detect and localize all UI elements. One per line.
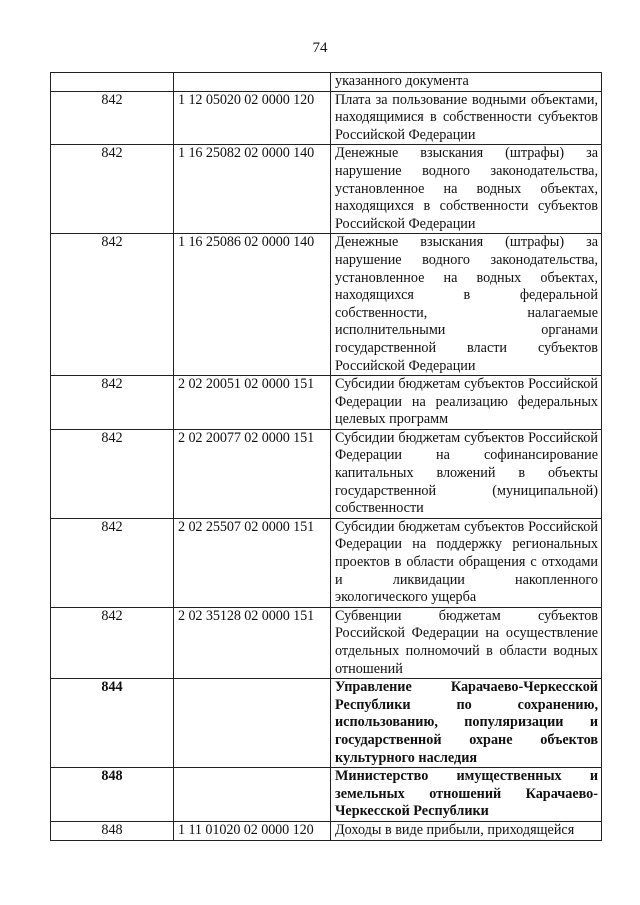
budget-code-cell [174,679,331,768]
table-row-section-header [51,679,602,768]
description-cell: Доходы в виде прибыли, приходящейся [331,821,602,840]
revenue-code-table [50,72,602,841]
admin-code-cell: 848 [51,821,174,840]
budget-code-cell: 2 02 20077 02 0000 151 [174,429,331,518]
budget-code-cell: 2 02 25507 02 0000 151 [174,518,331,607]
table-row [51,145,602,234]
budget-code-cell: 1 12 05020 02 0000 120 [174,91,331,145]
table-row [51,429,602,518]
admin-code-cell [51,73,174,92]
description-cell: Управление Карачаево-Черкесской Республики по сохранению, использованию, популяризации и государственной охране объектов культурного наследия [331,679,602,768]
budget-code-cell: 1 16 25086 02 0000 140 [174,234,331,376]
admin-code-cell: 848 [51,768,174,822]
description-cell: Субсидии бюджетам субъектов Российской Федерации на реализацию федеральных целевых программ [331,376,602,430]
description-cell: Субсидии бюджетам субъектов Российской Федерации на поддержку региональных проектов в области обращения с отходами и ликвидации накопленного экологического ущерба [331,518,602,607]
admin-code-cell: 842 [51,376,174,430]
admin-code-cell: 842 [51,145,174,234]
budget-code-cell [174,768,331,822]
admin-code-cell: 842 [51,91,174,145]
table-body [51,73,602,841]
table-row [51,607,602,678]
budget-code-cell: 2 02 20051 02 0000 151 [174,376,331,430]
table-row [51,91,602,145]
description-cell: указанного документа [331,73,602,92]
table-row [51,821,602,840]
table-row [51,234,602,376]
budget-code-cell: 2 02 35128 02 0000 151 [174,607,331,678]
description-cell: Плата за пользование водными объектами, находящимися в собственности субъектов Российской Федерации [331,91,602,145]
table-row-section-header [51,768,602,822]
page-number: 74 [312,40,328,56]
description-cell: Министерство имущественных и земельных отношений Карачаево-Черкесской Республики [331,768,602,822]
admin-code-cell: 842 [51,429,174,518]
budget-code-cell: 1 11 01020 02 0000 120 [174,821,331,840]
description-cell: Денежные взыскания (штрафы) за нарушение водного законодательства, установленное на водных объектах, находящихся в федеральной собственности, налагаемые исполнительными органами государственной власти субъектов Российской Федерации [331,234,602,376]
description-cell: Субсидии бюджетам субъектов Российской Федерации на софинансирование капитальных вложений в объекты государственной (муниципальной) собственности [331,429,602,518]
table-row [51,73,602,92]
admin-code-cell: 844 [51,679,174,768]
description-cell: Субвенции бюджетам субъектов Российской Федерации на осуществление отдельных полномочий в области водных отношений [331,607,602,678]
budget-code-cell [174,73,331,92]
admin-code-cell: 842 [51,234,174,376]
admin-code-cell: 842 [51,607,174,678]
budget-code-cell: 1 16 25082 02 0000 140 [174,145,331,234]
admin-code-cell: 842 [51,518,174,607]
table-row [51,376,602,430]
table-row [51,518,602,607]
description-cell: Денежные взыскания (штрафы) за нарушение водного законодательства, установленное на водных объектах, находящихся в собственности субъектов Российской Федерации [331,145,602,234]
